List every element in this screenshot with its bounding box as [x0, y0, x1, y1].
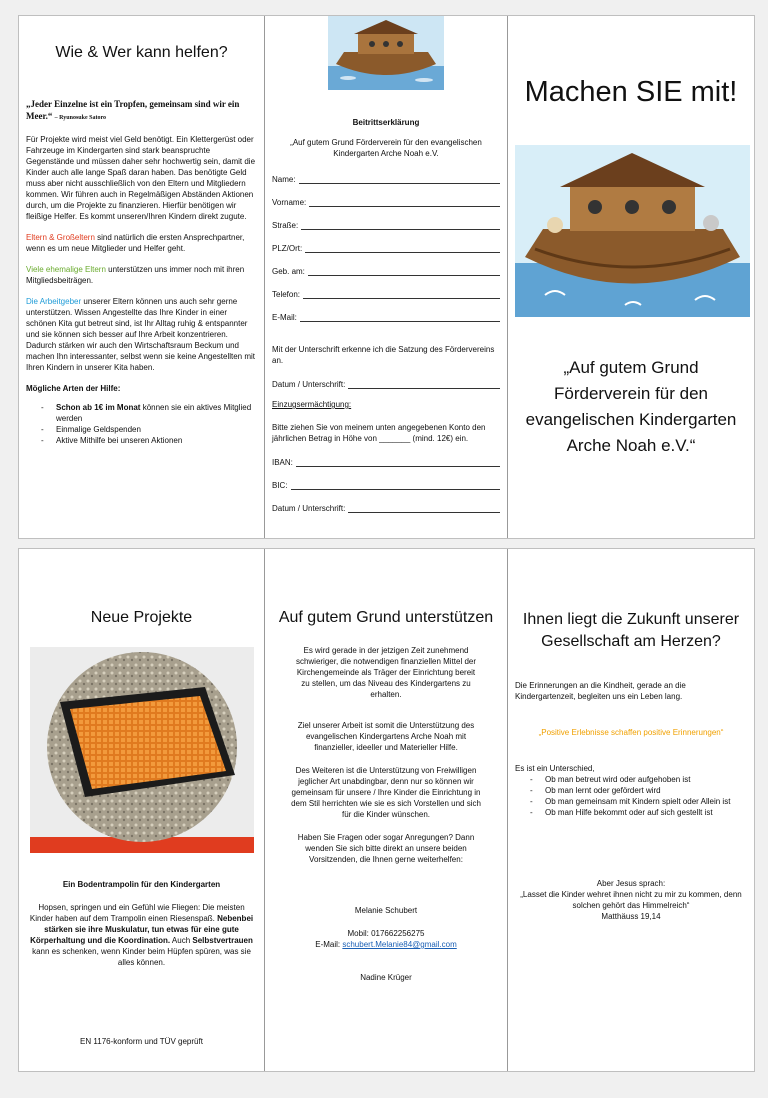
panel-how-to-help: [19, 16, 264, 538]
field-label: Straße:: [272, 221, 299, 230]
iban-field[interactable]: [272, 444, 500, 467]
verse-intro: Aber Jesus sprach:: [596, 879, 666, 888]
grandparents-highlight: Eltern & Großeltern: [26, 233, 95, 242]
field-label: IBAN:: [272, 458, 293, 467]
certification-note: EN 1176-konform und TÜV geprüft: [80, 1037, 203, 1046]
future-paragraph-2: Es ist ein Unterschied,: [515, 764, 595, 773]
field-line[interactable]: [308, 267, 500, 276]
field-label: PLZ/Ort:: [272, 244, 303, 253]
panel-cover: [507, 16, 754, 538]
cover-title: Machen SIE mit!: [524, 76, 738, 108]
panel-support: [264, 549, 507, 1071]
trampoline-text: [26, 902, 257, 968]
list-item: - Ob man lernt oder gefördert wird: [515, 785, 747, 796]
field-label: Datum / Unterschrift:: [272, 380, 346, 389]
list-item: - Ob man Hilfe bekommt oder auf sich gestellt ist: [515, 807, 747, 818]
cover-org-name: „Auf gutem Grund Förderverein für den evangelischen Kindergarten Arche Noah e.V.“: [525, 358, 737, 455]
text-part: Hopsen, springen und ein Gefühl wie Fliegen: Die meisten Kinder haben auf dem Trampolin einen Riesenspaß.: [29, 903, 245, 923]
former-parents-text: [26, 264, 257, 286]
employers-highlight: Die Arbeitgeber: [26, 297, 82, 306]
help-heading: Mögliche Arten der Hilfe:: [26, 384, 121, 393]
ark-illustration-large: [515, 145, 750, 317]
panel-future: [507, 549, 754, 1071]
form-org-name: „Auf gutem Grund Förderverein für den evangelischen Kindergarten Arche Noah e.V.: [290, 138, 482, 158]
former-parents-body: unterstützen uns immer noch mit ihren Mitgliedsbeiträgen.: [26, 265, 245, 285]
form-fields: [272, 161, 500, 322]
panel-new-projects: [19, 549, 264, 1071]
list-item: - Einmalige Geldspenden: [26, 424, 257, 435]
first-name-field[interactable]: [272, 184, 500, 207]
bible-verse: „Lasset die Kinder wehret ihnen nicht zu mir zu kommen, denn solchen gehört das Himmelreich“: [520, 890, 742, 910]
bic-field[interactable]: [272, 467, 500, 490]
field-line[interactable]: [303, 290, 500, 299]
mandate-heading: Einzugsermächtigung:: [272, 400, 352, 409]
panel-title: Neue Projekte: [90, 609, 193, 626]
field-line[interactable]: [300, 313, 500, 322]
signature-field-2[interactable]: [272, 490, 500, 513]
panel-membership-form: [264, 16, 507, 538]
field-line[interactable]: [348, 504, 500, 513]
mandate-text: Bitte ziehen Sie von meinem unten angegebenen Konto den jährlichen Betrag in Höhe von _______ (mind. 12€) ein.: [272, 423, 486, 443]
grandparents-text: [26, 232, 257, 254]
field-label: Telefon:: [272, 290, 301, 299]
text-bold: Nebenbei stärken sie ihre Muskulatur, tun etwas für eine gute Körperhaltung und die Koordination.: [30, 914, 254, 945]
support-paragraph-2: Ziel unserer Arbeit ist somit die Unterstützung des evangelischen Kindergartens Arche Noah mit finanzieller, ideeller und Materieller Hilfe.: [297, 721, 475, 752]
support-paragraph-3: Des Weiteren ist die Unterstützung von Freiwilligen jeglicher Art unabdingbar, denn nur so können wir gemeinsam für unsere / Ihre Kinder die Einrichtung in dem Stil herrichten wie sie es sich Vorstellen und sich für die Kinder wünschen.: [291, 766, 481, 819]
panel-title: Wie & Wer kann helfen?: [55, 44, 228, 61]
list-item: [26, 402, 257, 424]
ark-illustration-small: [328, 16, 444, 90]
field-line[interactable]: [305, 244, 500, 253]
verse-reference: Matthäuss 19,14: [601, 912, 661, 921]
contact-name-2: Nadine Krüger: [360, 973, 412, 982]
field-label: Name:: [272, 175, 296, 184]
list-item: - Ob man betreut wird oder aufgehoben ist: [515, 774, 747, 785]
support-paragraph-1: Es wird gerade in der jetzigen Zeit zunehmend schwieriger, die notwendigen finanziellen Mittel der Kirchengemeinde als Träger der Einrichtung bereit zu stellen, um das Niveau des Kindergartens zu erhalten.: [295, 646, 477, 699]
field-line[interactable]: [309, 198, 500, 207]
help-list: [26, 402, 257, 446]
employers-body: unserer Eltern können uns auch sehr gerne unterstützen. Wissen Angestellte das Ihre Kinder in einer schönen Kita gut betreut sind, ist Ihr Alltag ruhig & entspannter und sie können sich besser auf Ihre Arbeit konzentrieren. Dadurch stärken wir auch den Wirtschaftsraum Beckum und machen Ihn interessanter, selbst wenn sie keine Angestellten mit Ihren Kindern in unserer Kita haben.: [26, 297, 256, 372]
difference-list: [515, 774, 747, 818]
text-bold: Selbstvertrauen: [192, 936, 253, 945]
help-item-bold: Schon ab 1€ im Monat: [56, 403, 141, 412]
field-label: BIC:: [272, 481, 288, 490]
intro-text: Für Projekte wird meist viel Geld benötigt. Ein Klettergerüst oder Fahrzeuge im Kindergarten sind stark beanspruchte Gegenstände und müssen daher sehr hochwertig sein, damit die Kinder auch alle lange Spaß daran haben. Das benötigte Geld muss aber nicht ausschließlich von den Eltern und Mitgliedern kommen. Wir führen auch in Regelmäßigen Abständen Aktionen durch, um die Projekte zu finanzieren. Hierfür benötigen wir fleißige Helfer. Es kommt unseren/Ihren Kindern direkt zugute.: [26, 135, 256, 221]
grandparents-body: sind natürlich die ersten Ansprechpartner, wenn es um neue Mitglieder und Helfer geht.: [26, 233, 245, 253]
field-label: Datum / Unterschrift:: [272, 504, 346, 513]
future-paragraph-1: Die Erinnerungen an die Kindheit, gerade an die Kindergartenzeit, begleiten uns ein Leben lang.: [515, 681, 686, 701]
field-line[interactable]: [296, 458, 500, 467]
consent-text: Mit der Unterschrift erkenne ich die Satzung des Fördervereins an.: [272, 345, 495, 365]
help-item-rest: können sie ein aktives Mitglied werden: [56, 403, 252, 423]
field-label: E-Mail:: [272, 313, 297, 322]
text-part: kann es schenken, wenn Kinder beim Hüpfen spüren, was sie alles können.: [32, 947, 251, 967]
birth-date-field[interactable]: [272, 253, 500, 276]
form-title: Beitrittserklärung: [352, 118, 420, 127]
field-line[interactable]: [301, 221, 500, 230]
list-item: - Aktive Mithilfe bei unseren Aktionen: [26, 435, 257, 446]
contact-email-row: [272, 939, 500, 950]
quote-text: „Jeder Einzelne ist ein Tropfen, gemeinsam sind wir ein Meer.“: [26, 99, 240, 121]
future-highlight: „Positive Erlebnisse schaffen positive Erinnerungen“: [538, 728, 724, 737]
employers-text: [26, 296, 257, 373]
contact-phone-1: Mobil: 017662256275: [347, 929, 425, 938]
field-line[interactable]: [291, 481, 500, 490]
email-label: E-Mail:: [315, 940, 343, 949]
panel-title: Auf gutem Grund unterstützen: [278, 609, 494, 626]
email-link[interactable]: schubert.Melanie84@gmail.com: [342, 940, 457, 949]
brochure-sheet-inside: [18, 548, 755, 1072]
signature-field[interactable]: [272, 366, 500, 389]
panel-title: Ihnen liegt die Zukunft unserer Gesellschaft am Herzen?: [522, 611, 740, 650]
trampoline-caption: Ein Bodentrampolin für den Kindergarten: [62, 880, 221, 889]
text-part: Auch: [170, 936, 193, 945]
former-parents-highlight: Viele ehemalige Eltern: [26, 265, 106, 274]
field-label: Vorname:: [272, 198, 307, 207]
field-line[interactable]: [299, 175, 500, 184]
field-line[interactable]: [348, 380, 500, 389]
brochure-sheet-outside: [18, 15, 755, 539]
quote-author: – Ryunosuke Satoro: [54, 115, 107, 121]
support-paragraph-4: Haben Sie Fragen oder sogar Anregungen? Dann wenden Sie sich bitte direkt an unsere beiden Vorsitzenden, die Ihnen gerne weiterhelfen:: [297, 833, 475, 864]
trampoline-image: [30, 647, 254, 853]
street-field[interactable]: [272, 207, 500, 230]
zip-city-field[interactable]: [272, 230, 500, 253]
field-label: Geb. am:: [272, 267, 305, 276]
contact-name-1: Melanie Schubert: [354, 906, 418, 915]
name-field[interactable]: [272, 161, 500, 184]
phone-field[interactable]: [272, 276, 500, 299]
list-item: - Ob man gemeinsam mit Kindern spielt oder Allein ist: [515, 796, 747, 807]
quote: [26, 98, 257, 124]
email-field[interactable]: [272, 299, 500, 322]
